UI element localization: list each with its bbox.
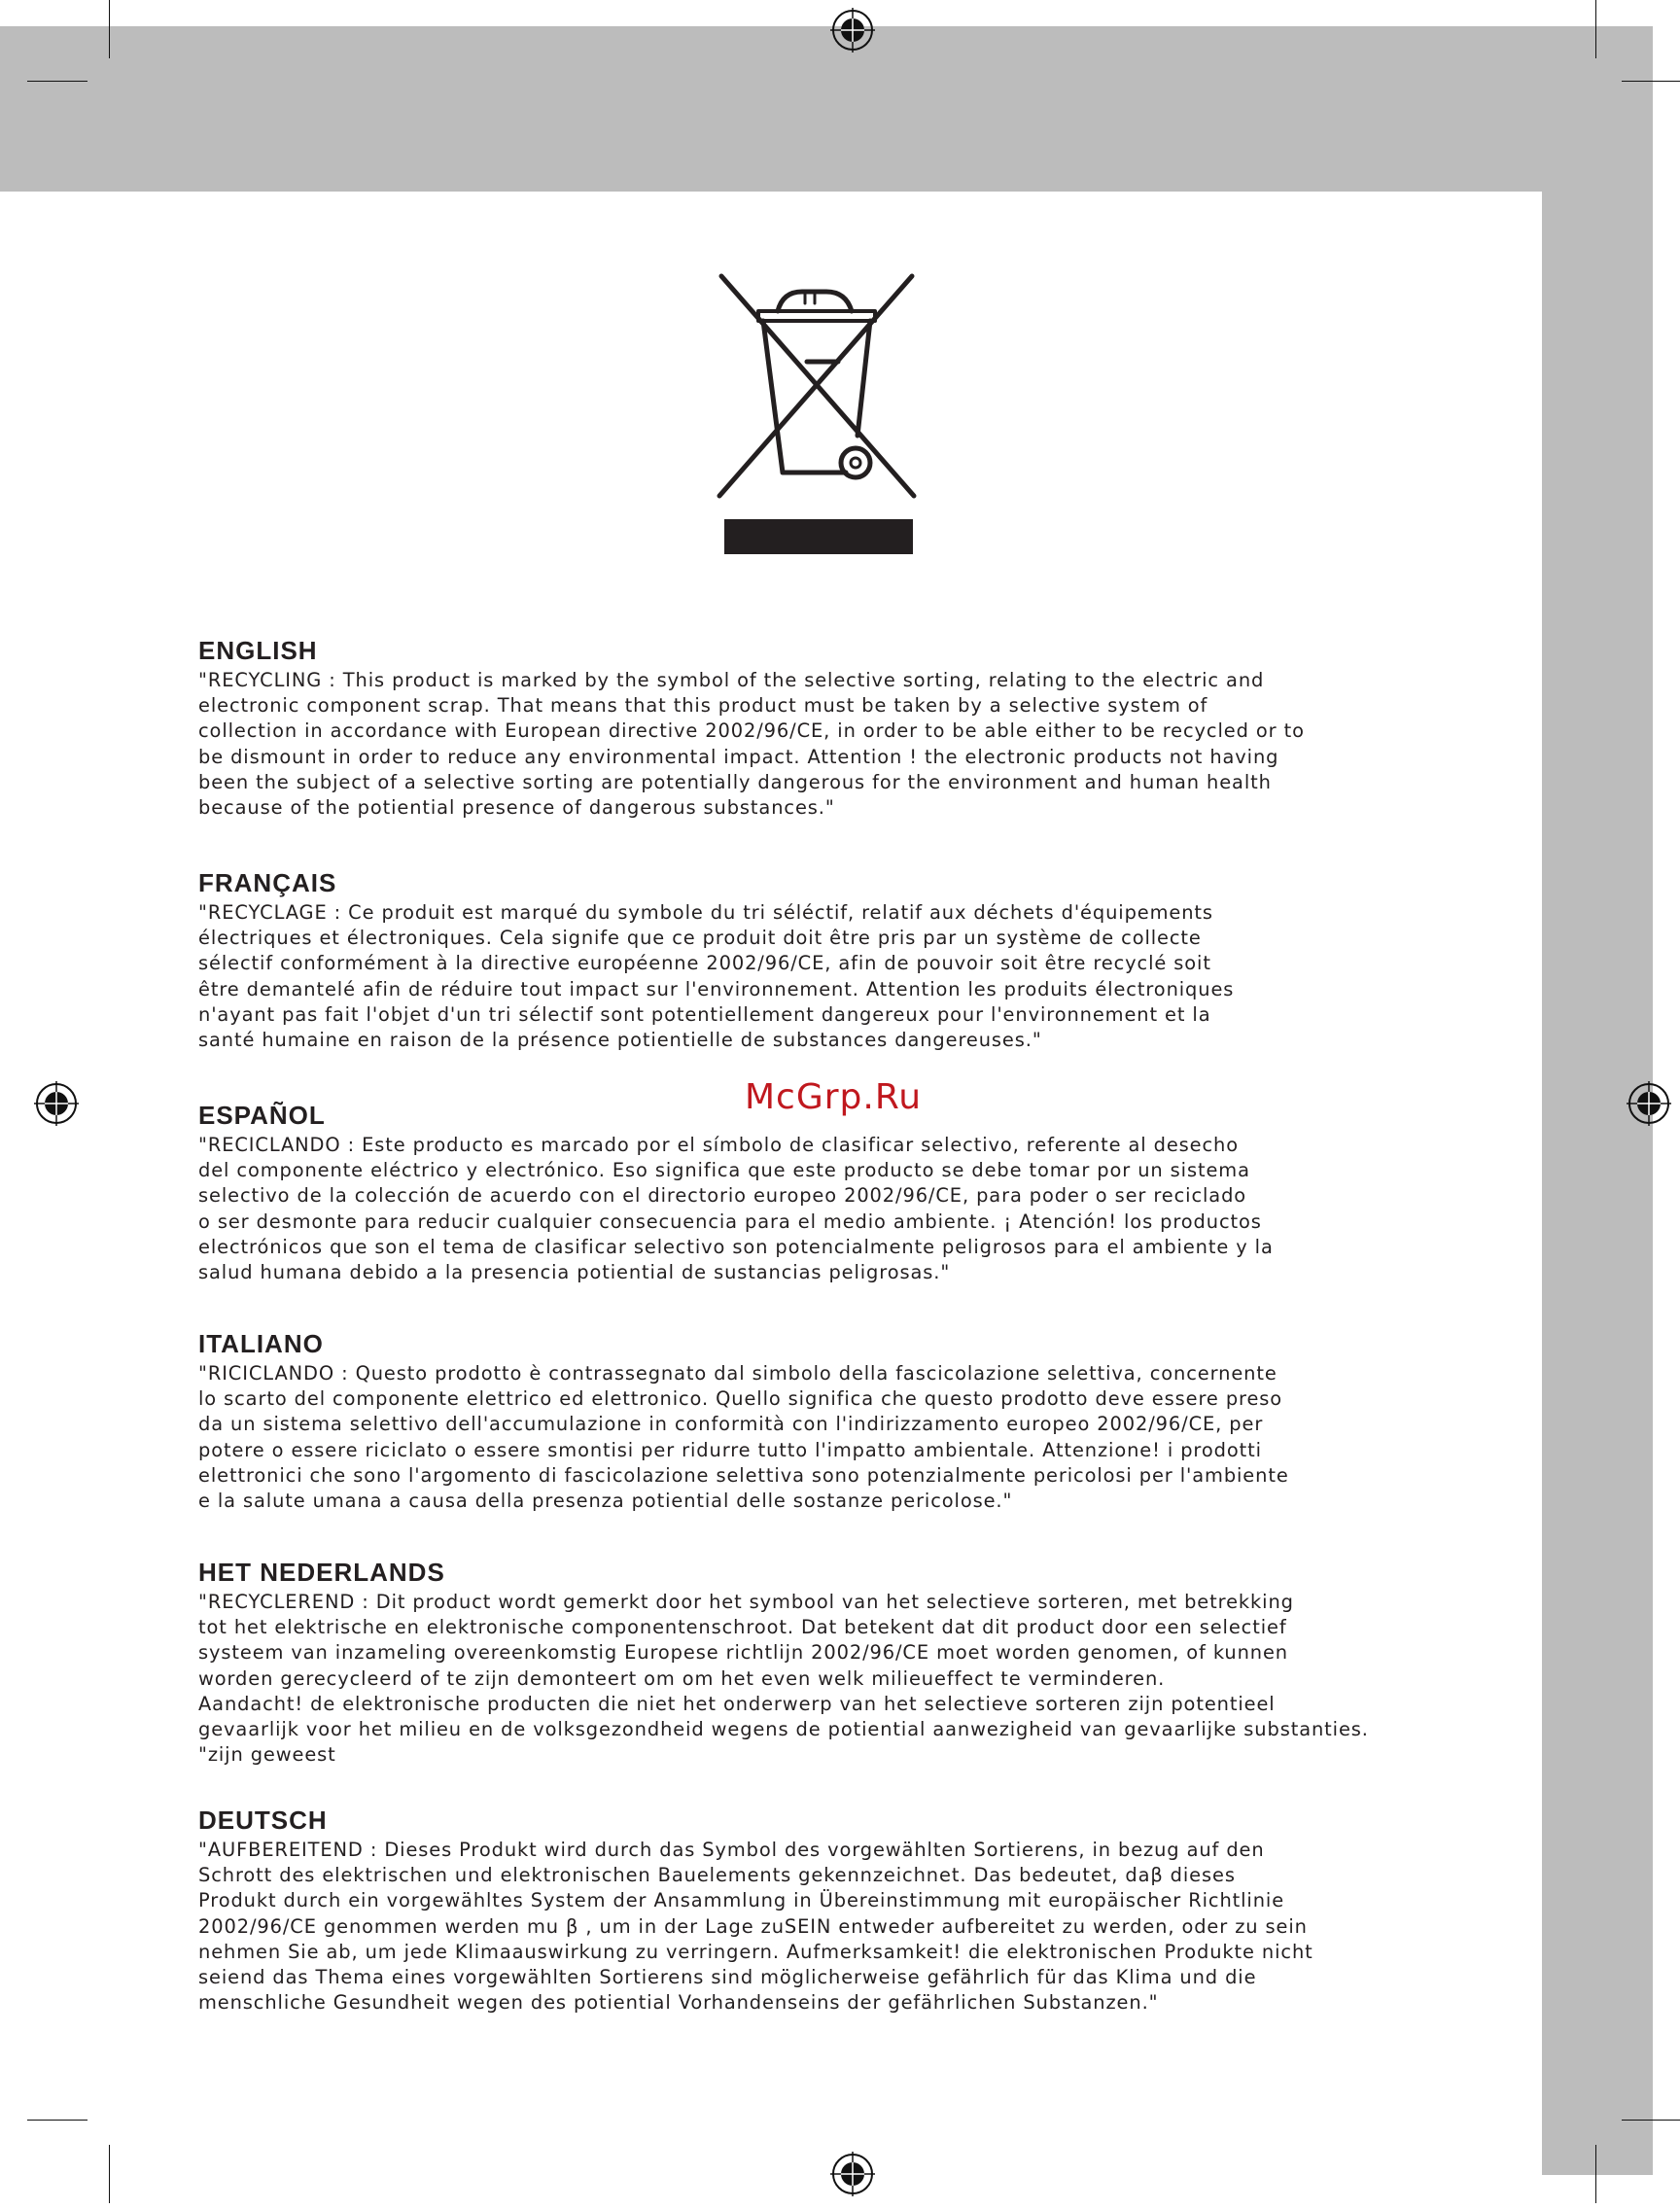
registration-mark-icon <box>1625 1079 1673 1128</box>
watermark: McGrp.Ru <box>745 1077 923 1117</box>
section-heading: DEUTSCH <box>198 1806 328 1835</box>
symbol-solid-bar <box>724 519 913 554</box>
crop-mark <box>27 81 88 82</box>
section-heading: ESPAÑOL <box>198 1101 326 1130</box>
crop-mark <box>27 2120 88 2121</box>
section-body: "RECYCLEREND : Dit product wordt gemerkt door het symbool van het selectieve sorteren, met betrekking tot het elektrische en elektronische componentenschroot. Dat betekent dat dit product door een selectief systeem van inzameling overeenkomstig Europese richtlijn 2002/96/CE moet worden genomen, of kunnen worden gerecycleerd of te zijn demonteert om om het even welk milieueffect te verminderen. Aandacht! de elektronische producten die niet het onderwerp van het selectieve sorteren zijn potentieel gevaarlijk voor het milieu en de volksgezondheid wegens de potiential aanwezigheid van gevaarlijke substanties. "zijn geweest <box>198 1591 1369 1767</box>
header-band <box>0 26 1653 192</box>
section-italiano <box>198 1328 1491 1514</box>
crop-mark <box>109 2145 110 2203</box>
crop-mark <box>1622 81 1680 82</box>
section-heading: ITALIANO <box>198 1329 324 1358</box>
crop-mark <box>1595 2145 1596 2203</box>
section-espanol <box>198 1100 1491 1285</box>
section-nederlands <box>198 1557 1491 1768</box>
registration-mark-icon <box>828 6 877 54</box>
crop-mark <box>109 0 110 58</box>
section-body: "RECYCLING : This product is marked by the symbol of the selective sorting, relating to the electric and electronic component scrap. That means that this product must be taken by a selective system of collection in accordance with European directive 2002/96/CE, in order to be able either to be recycled or to be dismount in order to reduce any environmental impact. Attention ! the electronic products not having been the subject of a selective sorting are potentially dangerous for the environment and human health because of the potiential presence of dangerous substances." <box>198 669 1305 820</box>
section-english <box>198 635 1491 821</box>
section-body: "RICICLANDO : Questo prodotto è contrassegnato dal simbolo della fascicolazione selettiva, concernente lo scarto del componente elettrico ed elettronico. Quello significa che questo prodotto deve essere preso da un sistema selettivo dell'accumulazione in conformità con l'indirizzamento europeo 2002/96/CE, per potere o essere riciclato o essere smontisi per ridurre tutto l'impatto ambientale. Attenzione! i prodotti elettronici che sono l'argomento di fascicolazione selettiva sono potenzialmente pericolosi per l'ambiente e la salute umana a causa della presenza potiential delle sostanze pericolose." <box>198 1362 1289 1513</box>
crop-mark <box>1595 0 1596 58</box>
section-francais <box>198 867 1491 1053</box>
registration-mark-icon <box>32 1079 81 1128</box>
crop-mark <box>1622 2120 1680 2121</box>
section-body: "AUFBEREITEND : Dieses Produkt wird durch das Symbol des vorgewählten Sortierens, in bezug auf den Schrott des elektrischen und elektronischen Bauelements gekennzeichnet. Das bedeutet, daβ dieses Produkt durch ein vorgewähltes System der Ansammlung in Übereinstimmung mit europäischer Richtlinie 2002/96/CE genommen werden mu β , um in der Lage zuSEIN entweder aufbereitet zu werden, oder zu sein nehmen Sie ab, um jede Klimaauswirkung zu verringern. Aufmerksamkeit! die elektronischen Produkte nicht seiend das Thema eines vorgewählten Sortierens sind möglicherweise gefährlich für das Klima und die menschliche Gesundheit wegen des potiential Vorhandenseins der gefährlichen Substanzen." <box>198 1839 1313 2015</box>
crossed-out-wheelie-bin-icon <box>710 270 924 504</box>
section-body: "RECICLANDO : Este producto es marcado por el símbolo de clasificar selectivo, referente al desecho del componente eléctrico y electrónico. Eso significa que este producto se debe tomar por un sistema selectivo de la colección de acuerdo con el directorio europeo 2002/96/CE, para poder o ser reciclado o ser desmonte para reducir cualquier consecuencia para el medio ambiente. ¡ Atención! los productos electrónicos que son el tema de clasificar selectivo son potencialmente peligrosos para el ambiente y la salud humana debido a la presencia potiential de sustancias peligrosas." <box>198 1134 1274 1284</box>
registration-mark-icon <box>828 2150 877 2198</box>
section-body: "RECYCLAGE : Ce produit est marqué du symbole du tri séléctif, relatif aux déchets d'équipements électriques et électroniques. Cela signife que ce produit doit être pris par un système de collecte sélectif conformément à la directive européenne 2002/96/CE, afin de pouvoir soit être recyclé soit être demantelé afin de réduire tout impact sur l'environnement. Attention les produits électroniques n'ayant pas fait l'objet d'un tri sélectif sont potentiellement dangereux pour l'environnement et la santé humaine en raison de la présence potientielle de substances dangereuses." <box>198 901 1235 1052</box>
section-heading: ENGLISH <box>198 636 318 665</box>
section-heading: FRANÇAIS <box>198 868 337 897</box>
section-deutsch <box>198 1805 1491 2016</box>
section-heading: HET NEDERLANDS <box>198 1558 445 1587</box>
